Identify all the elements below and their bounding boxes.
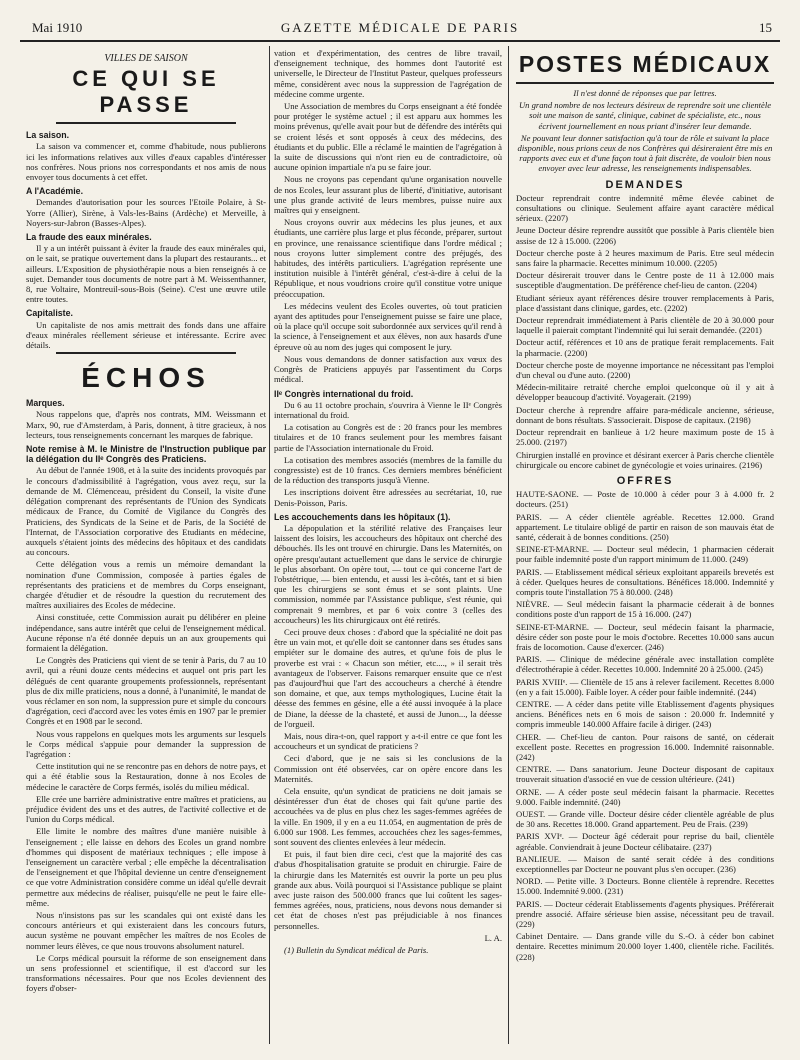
column-divider: [269, 46, 270, 1044]
ad-item: Docteur actif, références et 10 ans de pratique ferait remplacements. Fait la pharmacie. (2200): [516, 337, 774, 358]
ad-item: PARIS. — A céder clientèle agréable. Recettes 12.000. Grand appartement. Le titulaire obligé de partir en raison de son mauvais état de santé, céderait à de bonnes conditions. (250): [516, 511, 774, 542]
intro-line: Ne pouvant leur donner satisfaction qu'à tour de rôle et suivant la place disponible, nous prions ceux de nos Confrères qui désireraient être mis en rapports avec eux et d'une façon tout à fait discrète, de vouloir bien nous envoyer avec leur adresse, les renseignements indispensables.: [517, 132, 773, 174]
subheading: IIᵉ Congrès international du froid.: [274, 388, 414, 399]
echos-title: ÉCHOS: [81, 362, 211, 394]
paragraph: La saison va commencer et, comme d'habitude, nous publierons ici les informations relatives aux villes d'eaux capables d'intéresser nos confrères. Nous prions nos correspondants et nos amis de nous envoyer tous documents à cet effet.: [26, 141, 266, 183]
ad-item: NORD. — Petite ville. 3 Docteurs. Bonne clientèle à reprendre. Recettes 15.000. Indemnité 9.000. (231): [516, 876, 774, 897]
section-kicker: VILLES DE SAISON: [104, 53, 188, 64]
ad-item: CENTRE. — Dans sanatorium. Jeune Docteur disposant de capitaux trouverait situation d'associé en vue de cession ultérieure. (241): [516, 764, 774, 785]
paragraph: Nous n'insistons pas sur les scandales qui ont existé dans les concours antérieurs et qui existeraient dans les concours futurs, aucun système ne pouvant empêcher les maîtres de nos Ecoles de nommer leurs élèves, ce que nous trouvons absolument naturel.: [26, 910, 266, 951]
ad-item: Médecin-militaire retraité cherche emploi quelconque où il y ait à développer beaucoup d'activité. Voyagerait. (2199): [516, 382, 774, 403]
ad-item: PARIS XVIIIᵉ. — Clientèle de 15 ans à relever facilement. Recettes 8.000 (en y a fait 15.000). Faible loyer. A céder pour faible indemnité. (244): [516, 676, 774, 697]
ad-item: PARIS XVIᵉ. — Docteur âgé céderait pour reprise du bail, clientèle agréable. Conviendrait à jeune Docteur célibataire. (237): [516, 831, 774, 852]
paragraph: vation et d'expérimentation, des centres de libre travail, d'enseignement technique, des hommes dont l'autorité est universelle, le Directeur de l'Institut Pasteur, quelques professeurs même, considèrent avec nous la suppression de l'agrégation de médecine comme urgente.: [274, 48, 502, 99]
column-middle: [274, 48, 502, 1042]
ad-item: CHER. — Chef-lieu de canton. Pour raisons de santé, on céderait excellent poste. Recettes en progression 16.000. Indemnité raisonnable. (242): [516, 731, 774, 762]
ad-item: HAUTE-SAONE. — Poste de 10.000 à céder pour 3 à 4.000 fr. 2 docteurs. (251): [516, 489, 774, 510]
journal-title: GAZETTE MÉDICALE DE PARIS: [280, 20, 520, 35]
subheading: Marques.: [26, 398, 65, 409]
ad-item: Docteur reprendrait en banlieue à 1/2 heure maximum poste de 15 à 25.000. (2197): [516, 427, 774, 448]
ad-item: SEINE-ET-MARNE. — Docteur, seul médecin faisant la pharmacie, désire céder son poste pour le mois d'octobre. Recettes 10.000 sans aucun frais de locomotion. Cause d'exercer. (246): [516, 621, 774, 652]
paragraph: Ceci d'abord, que je ne sais si les conclusions de la Commission ont été observées, car on opère encore dans les Maternités.: [274, 753, 502, 784]
paragraph: Les médecins veulent des Ecoles ouvertes, où tout praticien ayant des aptitudes pour l'enseignement puisse se faire une place, où la place qu'il occupe soit subordonnée aux services qu'il rend à la science, à l'enseignement et aux élèves, non aux hasards d'une épreuve où au nom des juges qui composent le jury.: [274, 300, 502, 352]
ad-item: Docteur désirerait trouver dans le Centre poste de 11 à 12.000 mais susceptible d'augmentation. De préférence chef-lieu de canton. (2204): [516, 270, 774, 291]
paragraph: Nous vous demandons de donner satisfaction aux vœux des Congrès de Praticiens appuyés par l'assentiment du Corps médical.: [274, 353, 502, 385]
subheading: A l'Académie.: [26, 186, 84, 197]
paragraph: Nous ne croyons pas cependant qu'une organisation nouvelle de nos Ecoles, leur assurant plus de liberté, d'initiative, autorisant une plus grande activité de leurs membres, puisse nuire aux maîtres qui y enseignent.: [274, 174, 502, 216]
offres-heading: OFFRES: [616, 474, 674, 487]
subheading: La saison.: [26, 130, 70, 141]
issue-date: Mai 1910: [32, 20, 83, 35]
ad-item: NIÈVRE. — Seul médecin faisant la pharmacie céderait à de bonnes conditions poste d'un rapport de 15 à 16.000. (247): [516, 599, 774, 620]
ad-item: Cabinet Dentaire. — Dans grande ville du S.-O. à céder bon cabinet dentaire. Recettes minimum 20.000 loyer 1.400, clientèle riche. Facilités. (228): [516, 931, 774, 962]
paragraph: La dépopulation et la stérilité relative des Françaises leur laissent des loisirs, les accoucheurs des hôpitaux ont cherché des débouchés. Ils les ont trouvé en chirurgie. Dans les Maternités, on opère presqu'autant actuellement que dans le service de chirurgie le plus absorbant. On opère tout, — tout ce qui concerne l'art de l'obstétrique, — bien entendu, et aussi les à-côtés, tant et si bien que les chirurgiens se sont émus et se sont plaints. Une commission, nommée par l'Assistance publique, s'est réunie, qui comprenait 9 membres, et par 6 voix contre 3 (celles des accoucheurs) les lits chirurgicaux ont été retirés.: [274, 522, 502, 625]
ad-item: Docteur cherche poste de moyenne importance ne nécessitant pas l'emploi d'un cheval ou d'une auto. (2200): [516, 359, 774, 381]
paragraph: Il y a un intérêt puissant à éviter la fraude des eaux minérales qui, on le sait, se pratique ouvertement dans la plupart des restaurants... et ailleurs. L'Exposition de physiothérapie nous a bien renseignés à ce sujet. Demander tous documents de notre part à M. Weissenthanner, 8, rue Voltaire, Montreuil-sous-Bois (Seine). C'est une œuvre utile entre toutes.: [26, 243, 266, 305]
ad-item: ORNE. — A céder poste seul médecin faisant la pharmacie. Recettes 9.000. Faible indemnité. (240): [516, 786, 774, 807]
paragraph: Nous vous rappelons en quelques mots les arguments sur lesquels le Corps médical s'appuie pour demander la suppression de l'agrégation :: [26, 728, 266, 759]
paragraph: Mais, nous dira-t-on, quel rapport y a-t-il entre ce que font les accoucheurs et un syndicat de praticiens ?: [274, 731, 502, 752]
paragraph: Le Congrès des Praticiens qui vient de se tenir à Paris, du 7 au 10 avril, qui a réuni douze cents médecins et auquel ont pris part les délégués de cent quarante groupements professionnels, représentant plus de dix mille praticiens, nous a donné, à l'unanimité, le mandat de vous réclamer en son nom, la suppression pure et simple du concours d'agrégation, ceci d'accord avec les votes émis en 1907 par le premier Congrès et en 1908 par le second.: [26, 655, 266, 727]
intro-line: Un grand nombre de nos lecteurs désireux de reprendre soit une clientèle soit une maison de santé, clinique, cabinet de spécialiste, etc., nous écrivent journellement en nous priant d'insérer leur demande.: [518, 100, 772, 131]
column-divider: [508, 46, 509, 1044]
page-number: 15: [759, 20, 772, 35]
ad-item: PARIS. — Clinique de médecine générale avec installation complète d'électrothérapie à céder. Recettes 10.000. Indemnité 20 à 25.000. (245): [516, 654, 774, 675]
page-header: [20, 18, 780, 42]
paragraph: Ceci prouve deux choses : d'abord que la spécialité ne doit pas être un vain mot, et qu'elle doit se cantonner dans ses études sans empiéter sur le domaine des autres, et qu'une fois de plus le proverbe est vrai : « Chacun son métier, etc...., » il serait très avantageux de l'observer. Faisons remarquer ensuite que ce n'est pas d'aujourd'hui que l'art des accoucheurs a cherché à étendre son domaine, et que, aux temps mythologiques, Lucine était la déesse des femmes en gésine, elle a été aussi invoquée à la place de Diane, la déesse de la chasteté, et aussi de Junon..., la déesse de l'orgueil.: [274, 626, 502, 729]
column-right: [516, 48, 774, 1042]
ad-item: Docteur reprendrait contre indemnité même élevée cabinet de consultations ou clinique. Seulement affaire ayant caractère médical sérieux. (2207): [516, 192, 774, 224]
paragraph: Une Association de membres du Corps enseignant a été fondée pour protéger le système actuel ; il est apparu aux hommes les moins prévenus, qu'elle avait pour but de défendre des intérêts qui se croient lésés et sont opposés à ceux des médecins, des étudiants et du public. Elle a réclamé le maintien de l'agrégation à la suite de discussions qui n'ont rien eu de contradictoire, où aucune opinion impartiale n'a pu se faire jour.: [274, 101, 502, 173]
paragraph: La cotisation des membres associés (membres de la famille du congressiste) est de 10 francs. Ces derniers membres bénéficient de la réduction des transports jusqu'à Vienne.: [274, 454, 502, 486]
paragraph: Nous croyons ouvrir aux médecins les plus jeunes, et aux étudiants, une carrière plus large et plus féconde, préparer, surtout en province, une renaissance scientifique dans l'ordre médical ; nous croyons lutter simplement contre des préjugés, des habitudes, des intérêts particuliers. L'agrégation représente une institution nuisible à l'intérêt général, c'est-à-dire à celui de la République, et nous voudrions croire qu'il constitue votre unique préoccupation.: [274, 217, 502, 299]
paragraph: Elle limite le nombre des maîtres d'une manière nuisible à l'enseignement ; elle laisse en dehors des Ecoles un grand nombre d'hommes qui disposent de matériaux techniques ; elle impose à l'enseignement un caractère verbal ; elle empêche la décentralisation de l'enseignement et que l'hôpital devienne un centre d'enseignement ce que votre Administration considère comme un idéal qu'elle devrait permettre aux médecins de réaliser, puisqu'elle ne peut le faire elle-même.: [26, 826, 266, 908]
ad-item: Docteur cherche à reprendre affaire para-médicale ancienne, sérieuse, donnant de bons résultats. S'associerait. Dispose de capitaux. (2198): [516, 404, 774, 425]
subheading: Les accouchements dans les hôpitaux (1).: [274, 511, 451, 522]
ad-item: SEINE-ET-MARNE. — Docteur seul médecin, 1 pharmacien céderait pour faible indemnité poste d'un rapport minimum de 11.000. (249): [516, 544, 774, 565]
demandes-heading: DEMANDES: [605, 178, 685, 191]
intro-block: [516, 88, 774, 174]
ad-item: Chirurgien installé en province et désirant exercer à Paris cherche clientèle chirurgicale ou encore cabinet de gynécologie et voies urinaires. (2196): [516, 449, 774, 470]
paragraph: Cette délégation vous a remis un mémoire demandant la nomination d'une Commission, composée à parties égales de représentants des praticiens et de membres du Corps enseignant, chargée d'étudier et de résoudre la question du recrutement des maîtres auxiliaires des Ecoles de médecine.: [26, 559, 266, 611]
postes-title: POSTES MÉDICAUX: [516, 48, 774, 84]
paragraph: Au début de l'année 1908, et à la suite des incidents provoqués par le concours d'admissibilité à l'agrégation, vous avez reçu, sur la demande de M. Clémenceau, président du Conseil, la visite d'une délégation comprenant des représentants de l'Union des Syndicats médicaux de France, du Comité de Vigilance du Congrès des Praticiens, des Syndicats de la Seine et de Paris, de la Société de l'Internat, de l'Association corporative des Etudiants en médecine, auxquels s'étaient joints des médecins des hôpitaux et des candidats au concours.: [26, 465, 266, 558]
ad-item: PARIS. — Etablissement médical sérieux exploitant appareils brevetés est à céder. Quelques heures de consultations. Bénéfices 18.000. Indemnité y compris toute l'installation 75 à 80.000. (248): [516, 566, 774, 597]
signature: L. A.: [484, 932, 502, 943]
ad-item: OUEST. — Grande ville. Docteur désire céder clientèle agréable de plus de 30 ans. Recettes 18.000. Grand appartement. Peu de Frais. (239): [516, 809, 774, 830]
paragraph: Elle crée une barrière administrative entre maîtres et praticiens, au préjudice évident des uns et des autres, de l'activité collective et de l'union du Corps médical.: [26, 793, 266, 825]
paragraph: Nous rappelons que, d'après nos contrats, MM. Weissmann et Marx, 90, rue d'Amsterdam, à Paris, donnent, à titre gracieux, à nos lecteurs, tous renseignements concernant les marques de fabrique.: [26, 409, 266, 440]
section-title: CE QUI SE PASSE: [72, 66, 220, 118]
ad-item: Docteur reprendrait immédiatement à Paris clientèle de 20 à 30.000 pour laquelle il paierait comptant l'indemnité qui lui serait demandée. (2201): [516, 315, 774, 336]
paragraph: La cotisation au Congrès est de : 20 francs pour les membres titulaires et de 10 francs seulement pour les membres faisant partie de l'Association internationale du Froid.: [274, 422, 502, 453]
paragraph: Un capitaliste de nos amis mettrait des fonds dans une affaire d'eaux minérales réellement sérieuse et intéressante. Ecrire avec détails.: [26, 319, 266, 351]
section-rule: [56, 352, 236, 354]
paragraph: Le Corps médical poursuit la réforme de son enseignement dans un sens professionnel et scientifique, il est d'accord sur les transformations nécessaires. Pour que nos Ecoles deviennent des foyers d'obser-: [26, 952, 266, 994]
paragraph: Demandes d'autorisation pour les sources l'Etoile Polaire, à St-Yorre (Allier), Sirène, à Vals-les-Bains (Ardèche) et Merveille, à Noyers-sur-Jabron (Basses-Alpes).: [26, 197, 266, 228]
column-left: [26, 48, 266, 1042]
ad-item: Etudiant sérieux ayant références désire trouver remplacements à Paris, place d'assistant dans clinique, gardes, etc. (2202): [516, 292, 774, 313]
title-rule: [56, 122, 236, 124]
footnote: (1) Bulletin du Syndicat médical de Paris.: [284, 945, 429, 956]
ad-item: BANLIEUE. — Maison de santé serait cédée à des conditions exceptionnelles par Docteur ne pouvant plus s'en occuper. (236): [516, 853, 774, 875]
paragraph: Cette institution qui ne se rencontre pas en dehors de notre pays, et qui a été établie sous la Restauration, donne à nos Ecoles de médecine le caractère de Corps fermés, isolés du milieu médical.: [26, 761, 266, 792]
ad-item: Jeune Docteur désire reprendre aussitôt que possible à Paris clientèle bien assise de 12 à 15.000. (2206): [516, 225, 774, 246]
ad-item: CENTRE. — A céder dans petite ville Etablissement d'agents physiques anciens. Bénéfices nets en 6 mois de saison : 20.000 fr. Indemnité y compris immeuble 140.000 Affaire facile à diriger. (243): [516, 698, 774, 730]
intro-line: Il n'est donné de réponses que par lettres.: [573, 88, 717, 98]
subheading: Note remise à M. le Ministre de l'Instruction publique par la délégation du IIᵉ Congrès des Praticiens.: [26, 444, 266, 465]
paragraph: Ainsi constituée, cette Commission aurait pu délibérer en pleine indépendance, sans autre intérêt que celui de l'enseignement médical. Aucune réponse n'a été donnée depuis un an aux groupements qui formaient la délégation.: [26, 612, 266, 653]
subheading: Capitaliste.: [26, 308, 73, 319]
paragraph: Cela ensuite, qu'un syndicat de praticiens ne doit jamais se désintéresser d'un état de choses qui fait qu'une partie des accouchées va de plus en plus chez les sages-femmes agréées de la ville. En 1909, il y en a eu 11.054, en augmentation de près de 6.000 sur 1908. Les femmes, accouchées chez les sages-femmes, sont souvent des clientes enlevées à leur médecin.: [274, 786, 502, 848]
paragraph: Du 6 au 11 octobre prochain, s'ouvrira à Vienne le IIᵉ Congrès international du froid.: [274, 399, 502, 420]
paragraph: Et puis, il faut bien dire ceci, c'est que la majorité des cas d'abus d'hospitalisation gratuite se produit en chirurgie. Faire de la chirurgie dans les Maternités est ouvrir la porte un peu plus grande aux abus. Voilà pourquoi si l'Assistance publique se plaint avec juste raison des 500.000 francs que lui coûtent les sages-femmes agréées, nous, praticiens, nous devons nous demander si cet état de choses n'est pas préjudiciable à nos finances personnelles.: [274, 849, 502, 931]
subheading: La fraude des eaux minérales.: [26, 232, 152, 243]
paragraph: Les inscriptions doivent être adressées au secrétariat, 10, rue Denis-Poisson, Paris.: [274, 487, 502, 508]
ad-item: PARIS. — Docteur céderait Etablissements d'agents physiques. Préférerait prendre associé. Affaire sérieuse bien assise, nécessitant peu de travail. (229): [516, 898, 774, 930]
ad-item: Docteur cherche poste à 2 heures maximum de Paris. Etre seul médecin sans faire la pharmacie. Recettes minimum 10.000. (2205): [516, 247, 774, 269]
